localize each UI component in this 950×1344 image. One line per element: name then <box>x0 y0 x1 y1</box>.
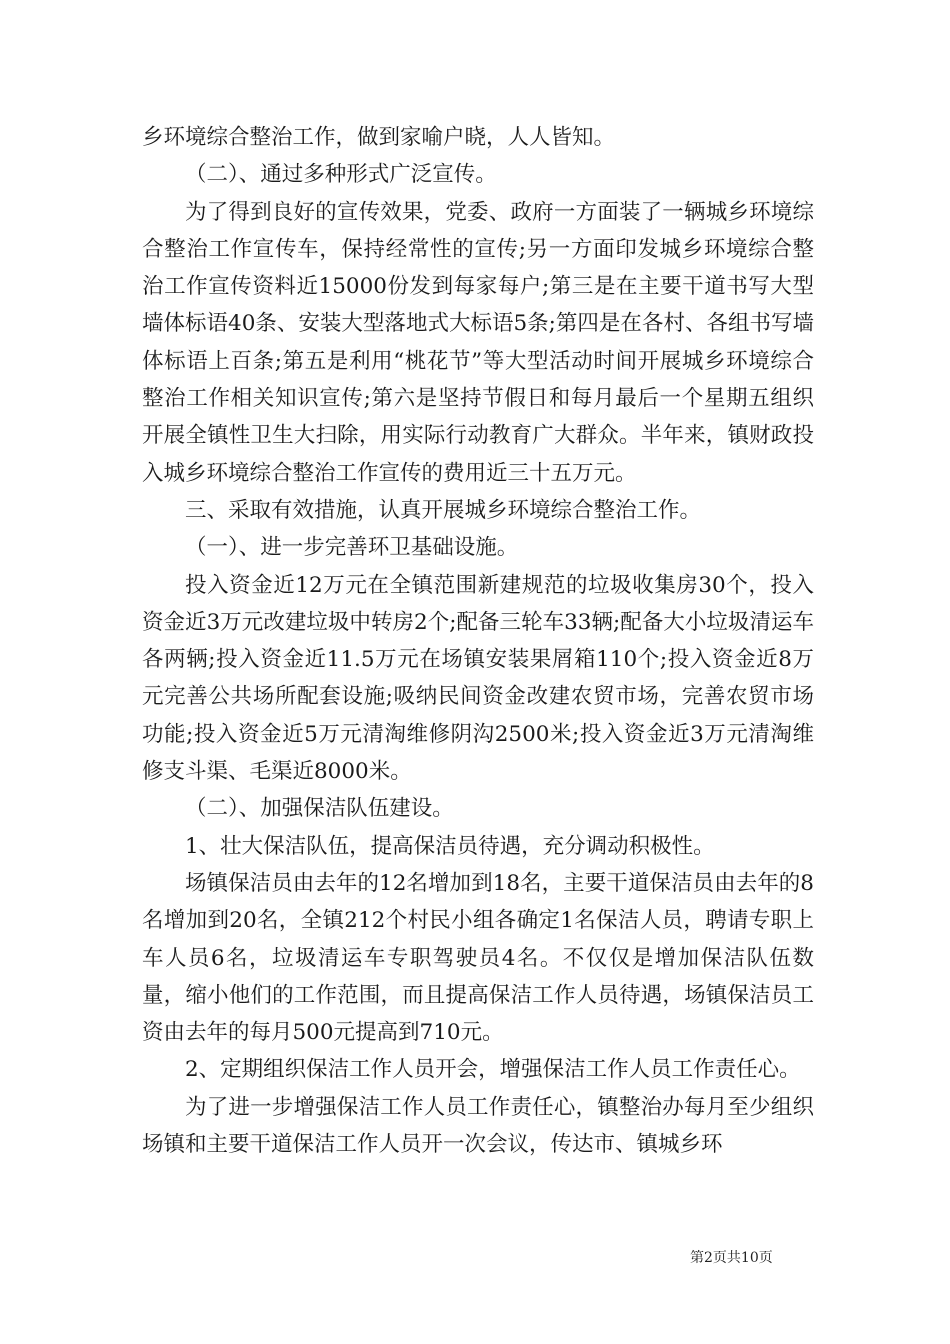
page-number-footer: 第2页共10页 <box>690 1250 773 1266</box>
paragraph: 乡环境综合整治工作，做到家喻户晓，人人皆知。 <box>142 125 616 150</box>
list-item-heading: 1、壮大保洁队伍，提高保洁员待遇，充分调动积极性。 <box>185 833 715 859</box>
section-subheading: （二）、加强保洁队伍建设。 <box>185 796 454 822</box>
section-subheading: （二）、通过多种形式广泛宣传。 <box>185 162 497 188</box>
section-heading: 三、采取有效措施，认真开展城乡环境综合整治工作。 <box>185 497 702 523</box>
paragraph: 投入资金近12万元在全镇范围新建规范的垃圾收集房30个，投入资金近3万元改建垃圾中转房2个;配备三轮车33辆;配备大小垃圾清运车各两辆;投入资金近11.5万元在场镇安装果屑箱110个;投入资金近8万元完善公共场所配套设施;吸纳民间资金改建农贸市场，完善农贸市场功能;投入资金近5万元清淘维修阴沟2500米;投入资金近3万元清淘维修支斗渠、毛渠近8000米。 <box>142 572 814 785</box>
paragraph: 为了得到良好的宣传效果，党委、政府一方面装了一辆城乡环境综合整治工作宣传车，保持经常性的宣传;另一方面印发城乡环境综合整治工作宣传资料近15000份发到每家每户;第三是在主要干道书写大型墙体标语40条、安装大型落地式大标语5条;第四是在各村、各组书写墙体标语上百条;第五是利用“桃花节”等大型活动时间开展城乡环境综合整治工作相关知识宣传;第六是坚持节假日和每月最后一个星期五组织开展全镇性卫生大扫除，用实际行动教育广大群众。半年来，镇财政投入城乡环境综合整治工作宣传的费用近三十五万元。 <box>142 199 814 486</box>
paragraph: 为了进一步增强保洁工作人员工作责任心，镇整治办每月至少组织场镇和主要干道保洁工作人员开一次会议，传达市、镇城乡环 <box>142 1094 814 1158</box>
list-item-heading: 2、定期组织保洁工作人员开会，增强保洁工作人员工作责任心。 <box>185 1057 801 1083</box>
paragraph: 场镇保洁员由去年的12名增加到18名，主要干道保洁员由去年的8名增加到20名，全镇212个村民小组各确定1名保洁人员，聘请专职上车人员6名，垃圾清运车专职驾驶员4名。不仅仅是增加保洁队伍数量，缩小他们的工作范围，而且提高保洁工作人员待遇，场镇保洁员工资由去年的每月500元提高到710元。 <box>142 870 814 1046</box>
document-body <box>142 119 814 1163</box>
section-subheading: （一）、进一步完善环卫基础设施。 <box>185 535 519 561</box>
